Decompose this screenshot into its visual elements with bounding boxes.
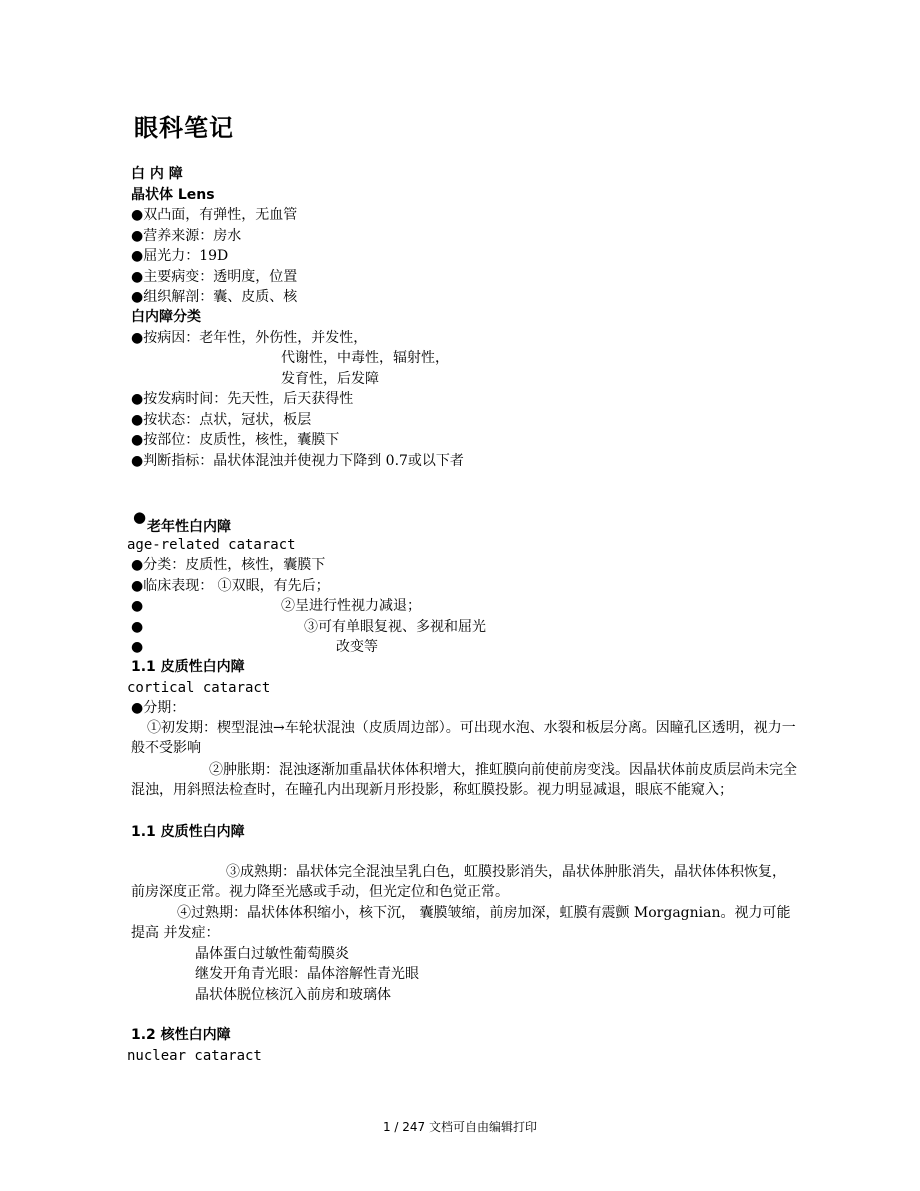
bullet-icon: ● bbox=[131, 598, 144, 614]
clinical-manifestation: ●临床表现： ①双眼，有先后； bbox=[131, 578, 330, 594]
clinical-item: ②呈进行性视力减退； bbox=[281, 598, 421, 614]
classification-heading: 白内障分类 bbox=[131, 309, 201, 325]
lens-item: ●主要病变：透明度，位置 bbox=[131, 269, 298, 285]
cortical-cataract-heading-repeat: 1.1 皮质性白内障 bbox=[131, 824, 245, 840]
lens-item: ●营养来源：房水 bbox=[131, 228, 242, 244]
lens-item: ●双凸面，有弹性，无血管 bbox=[131, 207, 298, 223]
page-title: 眼科笔记 bbox=[134, 114, 234, 142]
classification-cause-line: ●按病因：老年性，外伤性，并发性， bbox=[131, 330, 368, 346]
senile-cataract-english: age-related cataract bbox=[127, 537, 296, 553]
lens-heading: 晶状体 Lens bbox=[131, 187, 215, 203]
senile-classification: ●分类：皮质性，核性，囊膜下 bbox=[131, 557, 326, 573]
nuclear-cataract-heading: 1.2 核性白内障 bbox=[131, 1027, 231, 1043]
stages-label: ●分期： bbox=[131, 700, 186, 716]
bullet-icon: ● bbox=[131, 619, 144, 635]
classification-item: ●按部位：皮质性，核性，囊膜下 bbox=[131, 432, 340, 448]
classification-item: ●判断指标：晶状体混浊并使视力下降到 0.7或以下者 bbox=[131, 453, 464, 469]
cortical-cataract-heading: 1.1 皮质性白内障 bbox=[131, 659, 245, 675]
complication-item: 继发开角青光眼：晶体溶解性青光眼 bbox=[195, 966, 419, 982]
stage-hypermature: ④过熟期：晶状体体积缩小，核下沉， 囊膜皱缩，前房加深，虹膜有震颤 Morgagnian。视力可能提高 并发症： bbox=[131, 905, 791, 941]
clinical-item: 改变等 bbox=[336, 639, 378, 655]
senile-cataract-heading: 老年性白内障 bbox=[147, 519, 231, 535]
classification-cause-line: 代谢性，中毒性，辐射性， bbox=[281, 350, 449, 366]
classification-item: ●按发病时间：先天性，后天获得性 bbox=[131, 391, 354, 407]
stage-mature: ③成熟期：晶状体完全混浊呈乳白色，虹膜投影消失，晶状体肿胀消失，晶状体体积恢复， 前房深度正常。视力降至光感或手动，但光定位和色觉正常。 bbox=[131, 864, 786, 900]
complication-item: 晶体蛋白过敏性葡萄膜炎 bbox=[195, 946, 349, 962]
cortical-cataract-english: cortical cataract bbox=[127, 680, 271, 696]
classification-item: ●按状态：点状，冠状，板层 bbox=[131, 412, 312, 428]
page-footer: 1 / 247 文档可自由编辑打印 bbox=[382, 1120, 538, 1134]
clinical-item: ③可有单眼复视、多视和屈光 bbox=[304, 619, 486, 635]
stage-initial: ①初发期：楔型混浊→车轮状混浊（皮质周边部）。可出现水泡、水裂和板层分离。因瞳孔区透明，视力一般不受影响 bbox=[131, 720, 796, 756]
classification-cause-line: 发育性，后发障 bbox=[281, 371, 379, 387]
bullet-icon: ● bbox=[133, 508, 147, 526]
complication-item: 晶状体脱位核沉入前房和玻璃体 bbox=[195, 987, 391, 1003]
section-heading-cataract: 白 内 障 bbox=[131, 166, 183, 182]
lens-item: ●屈光力：19D bbox=[131, 248, 229, 264]
lens-item: ●组织解剖：囊、皮质、核 bbox=[131, 289, 298, 305]
stage-swelling: ②肿胀期：混浊逐渐加重晶状体体积增大，推虹膜向前使前房变浅。因晶状体前皮质层尚未完全混浊，用斜照法检查时，在瞳孔内出现新月形投影，称虹膜投影。视力明显减退，眼底不能窥入； bbox=[131, 762, 797, 798]
nuclear-cataract-english: nuclear cataract bbox=[127, 1048, 262, 1064]
bullet-icon: ● bbox=[131, 639, 144, 655]
